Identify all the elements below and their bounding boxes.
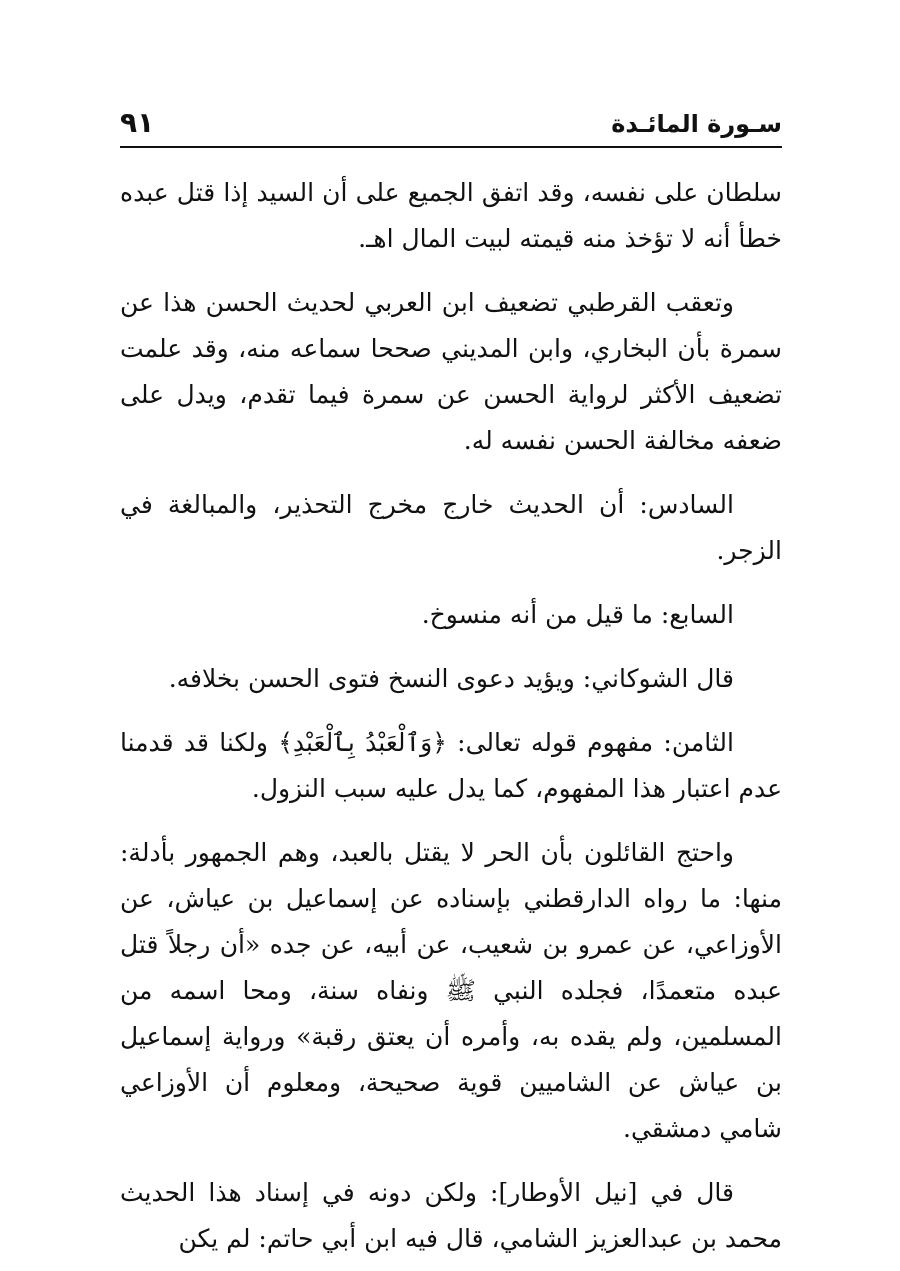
paragraph-seventh: السابع: ما قيل من أنه منسوخ. (421, 600, 734, 629)
paragraph-eighth: الثامن: مفهوم قوله تعالى: ﴿وَٱلْعَبْدُ بِٱلْعَبْدِ﴾ ولكنا قد قدمنا عدم اعتبار هذا المفهوم، كما يدل عليه سبب النزول. (120, 728, 782, 803)
paragraph-jumhur: واحتج القائلون بأن الحر لا يقتل بالعبد، وهم الجمهور بأدلة: منها: ما رواه الدارقطني بإسناده عن إسماعيل بن عياش، عن الأوزاعي، عن عمرو بن شعيب، عن أبيه، عن جده «أن رجلاً قتل عبده متعمدًا، فجلده النبي ﷺ ونفاه سنة، ومحا اسمه من المسلمين، ولم يقده به، وأمره أن يعتق رقبة» ورواية إسماعيل بن عياش عن الشاميين قوية صحيحة، ومعلوم أن الأوزاعي شامي دمشقي. (120, 838, 782, 1143)
page-header (120, 100, 782, 144)
paragraph-continuation: سلطان على نفسه، وقد اتفق الجميع على أن السيد إذا قتل عبده خطأ أنه لا تؤخذ منه قيمته لبيت المال اهـ. (120, 178, 782, 253)
page-body (120, 170, 782, 1262)
page-number: ٩١ (120, 106, 155, 139)
header-divider (120, 146, 782, 148)
paragraph-shawkani: قال الشوكاني: ويؤيد دعوى النسخ فتوى الحسن بخلافه. (168, 664, 734, 693)
paragraph-sixth: السادس: أن الحديث خارج مخرج التحذير، والمبالغة في الزجر. (120, 490, 782, 565)
paragraph-nayl-alawtar: قال في [نيل الأوطار]: ولكن دونه في إسناد هذا الحديث محمد بن عبدالعزيز الشامي، قال فيه ابن أبي حاتم: لم يكن (120, 1178, 782, 1253)
surah-title: سـورة المائـدة (611, 110, 782, 138)
paragraph-qurtubi: وتعقب القرطبي تضعيف ابن العربي لحديث الحسن هذا عن سمرة بأن البخاري، وابن المديني صححا سماعه منه، وقد علمت تضعيف الأكثر لرواية الحسن عن سمرة فيما تقدم، ويدل على ضعفه مخالفة الحسن نفسه له. (120, 288, 782, 455)
